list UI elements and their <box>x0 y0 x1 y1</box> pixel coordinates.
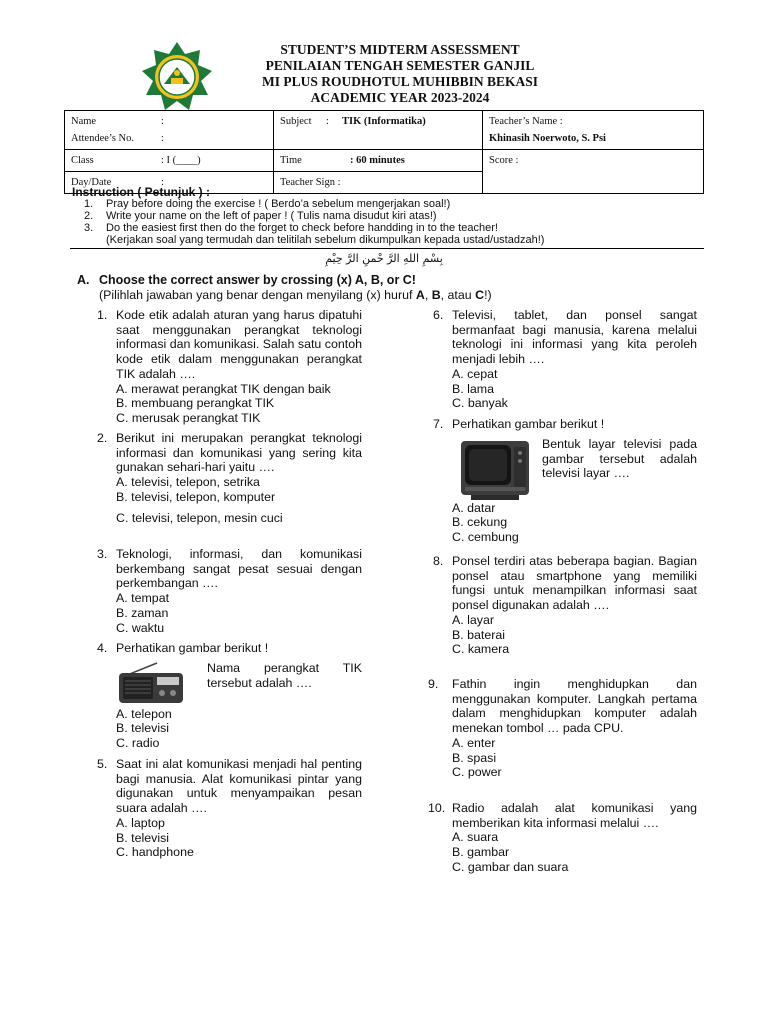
question-number: 8. <box>433 554 444 568</box>
question-number: 10. <box>428 801 446 815</box>
day-colon: : <box>161 177 164 188</box>
option-b[interactable]: B. televisi <box>116 721 170 736</box>
instruction-list <box>84 198 704 246</box>
option-b[interactable]: B. gambar <box>452 845 510 860</box>
option-b[interactable]: B. membuang perangkat TIK <box>116 396 275 411</box>
time-cell <box>274 150 483 172</box>
option-a[interactable]: A. suara <box>452 830 499 845</box>
sub-sep: , <box>424 288 432 302</box>
option-c[interactable]: C. banyak <box>452 396 508 411</box>
crt-television-icon <box>459 439 531 501</box>
name-colon: : <box>161 116 164 127</box>
question-side-text: Bentuk layar televisi pada gambar tersebut adalah televisi layar …. <box>542 437 697 481</box>
sub-c: C <box>475 288 485 302</box>
question-text: Radio adalah alat komunikasi yang memberikan kita informasi melalui …. <box>452 801 697 830</box>
time-label: Time <box>280 155 302 166</box>
option-a[interactable]: A. datar <box>452 500 496 515</box>
question-2 <box>97 431 362 525</box>
question-number: 5. <box>97 757 108 771</box>
question-10 <box>428 801 697 875</box>
sub-a: A <box>415 288 425 302</box>
question-text: Perhatikan gambar berikut ! <box>452 417 605 431</box>
option-b[interactable]: B. spasi <box>452 750 497 765</box>
teacher-label: Teacher’s Name : <box>489 116 563 127</box>
option-a[interactable]: A. telepon <box>116 706 172 721</box>
option-b[interactable]: B. lama <box>452 381 495 396</box>
sub-b: B <box>431 288 441 302</box>
section-subtitle <box>99 288 492 302</box>
section-title: Choose the correct answer by crossing (x) A, B, or C! <box>99 273 416 287</box>
question-6 <box>433 308 697 411</box>
score-label: Score : <box>489 155 519 166</box>
question-1 <box>97 308 362 426</box>
question-text: Perhatikan gambar berikut ! <box>116 641 269 655</box>
instruction-title: Instruction ( Petunjuk ) : <box>72 185 210 199</box>
option-c[interactable]: C. gambar dan suara <box>452 859 569 874</box>
question-number: 6. <box>433 308 444 322</box>
question-side-text: Nama perangkat TIK tersebut adalah …. <box>207 661 362 690</box>
question-text: Saat ini alat komunikasi menjadi hal penting bagi manusia. Alat komunikasi pintar yang digunakan untuk menyampaikan pesan suara adalah …. <box>116 757 362 816</box>
question-number: 1. <box>97 308 108 322</box>
divider <box>70 248 704 249</box>
question-text: Teknologi, informasi, dan komunikasi berkembang sangat pesat sesuai dengan perkembangan …. <box>116 547 362 591</box>
sub-sep: , atau <box>440 288 476 302</box>
option-c[interactable]: C. cembung <box>452 530 519 545</box>
day-label: Day/Date <box>71 177 112 188</box>
option-a[interactable]: A. merawat perangkat TIK dengan baik <box>116 381 331 396</box>
time-value: : 60 minutes <box>350 155 405 166</box>
teacher-cell <box>483 111 704 150</box>
option-b[interactable]: B. televisi <box>116 830 170 845</box>
question-number: 3. <box>97 547 108 561</box>
question-number: 9. <box>428 677 439 691</box>
attendee-label: Attendee’s No. <box>71 133 134 144</box>
sub-end: !) <box>484 288 492 302</box>
score-cell <box>483 150 704 194</box>
question-5 <box>97 757 362 860</box>
option-a[interactable]: A. laptop <box>116 815 165 830</box>
option-c[interactable]: C. handphone <box>116 845 194 860</box>
question-text: Fathin ingin menghidupkan dan menggunakan komputer. Langkah pertama dalam menghidupkan komputer adalah menekan tombol … pada CPU. <box>452 677 697 736</box>
question-4 <box>97 641 362 751</box>
section-letter: A. <box>77 273 90 287</box>
title-line-3: MI PLUS ROUDHOTUL MUHIBBIN BEKASI <box>261 74 539 89</box>
subject-colon: : <box>326 116 329 127</box>
option-a[interactable]: A. enter <box>452 735 496 750</box>
instr-subtext: (Kerjakan soal yang termudah dan telitilah sebelum dikumpulkan kepada ustad/ustadzah!) <box>106 234 545 246</box>
title-line-4: ACADEMIC YEAR 2023-2024 <box>310 90 490 105</box>
sign-label: Teacher Sign : <box>280 177 341 188</box>
instr-num: 2. <box>84 210 94 222</box>
option-b[interactable]: B. televisi, telepon, komputer <box>116 489 276 504</box>
option-a[interactable]: A. tempat <box>116 591 170 606</box>
question-number: 4. <box>97 641 108 655</box>
radio-icon <box>117 661 185 705</box>
question-text: Ponsel terdiri atas beberapa bagian. Bagian ponsel atau smartphone yang memiliki fungsi untuk menampilkan informasi saat ponsel digunakan adalah …. <box>452 554 697 613</box>
class-value: : I (____) <box>161 155 201 166</box>
attendee-colon: : <box>161 133 164 144</box>
option-c[interactable]: C. merusak perangkat TIK <box>116 410 261 425</box>
instr-text: Write your name on the left of paper ! ( Tulis nama disudut kiri atas!) <box>106 210 437 222</box>
subject-cell <box>274 111 483 150</box>
option-c[interactable]: C. televisi, telepon, mesin cuci <box>116 510 283 525</box>
option-c[interactable]: C. waktu <box>116 620 165 635</box>
subject-value: TIK (Informatika) <box>342 116 426 127</box>
name-label: Name <box>71 116 97 127</box>
basmalah: بِسْمِ اللهِ الرَّ حْمنِ الرَّ حِيْمِ <box>325 252 443 265</box>
name-cell <box>65 111 274 150</box>
teacher-value: Khinasih Noerwoto, S. Psi <box>489 133 606 144</box>
question-text: Kode etik adalah aturan yang harus dipatuhi saat menggunakan perangkat teknologi informasi dan komunikasi. Salah satu contoh kode etik dalam menggunakan perangkat TIK adalah …. <box>116 308 362 381</box>
instr-num: 3. <box>84 222 94 234</box>
option-b[interactable]: B. zaman <box>116 605 169 620</box>
question-3 <box>97 547 362 635</box>
class-cell <box>65 150 274 172</box>
question-text: Televisi, tablet, dan ponsel sangat bermanfaat bagi manusia, karena melalui teknologi ini informasi yang kita peroleh menjadi lebih …. <box>452 308 697 367</box>
title-line-1: STUDENT’S MIDTERM ASSESSMENT <box>280 42 520 57</box>
option-c[interactable]: C. power <box>452 765 502 780</box>
student-info-table <box>64 110 704 194</box>
option-c[interactable]: C. kamera <box>452 642 510 657</box>
sub-prefix: (Pilihlah jawaban yang benar dengan menyilang (x) huruf <box>99 288 416 302</box>
option-b[interactable]: B. baterai <box>452 627 506 642</box>
instr-num: 1. <box>84 198 94 210</box>
option-a[interactable]: A. cepat <box>452 366 498 381</box>
question-8 <box>433 554 697 657</box>
option-a[interactable]: A. layar <box>452 612 495 627</box>
sign-cell <box>274 172 483 194</box>
question-number: 7. <box>433 417 444 431</box>
subject-label: Subject <box>280 116 312 127</box>
question-7 <box>433 417 697 545</box>
question-text: Berikut ini merupakan perangkat teknologi informasi dan komunikasi yang sering kita gunakan sehari-hari yaitu …. <box>116 431 362 475</box>
class-label: Class <box>71 155 94 166</box>
option-c[interactable]: C. radio <box>116 736 160 751</box>
instr-text: Do the easiest first then do the forget to check before handding in to the teacher! <box>106 222 498 234</box>
option-b[interactable]: B. cekung <box>452 515 508 530</box>
question-number: 2. <box>97 431 108 445</box>
question-9 <box>428 677 697 780</box>
instr-text: Pray before doing the exercise ! ( Berdo’a sebelum mengerjakan soal!) <box>106 198 451 210</box>
option-a[interactable]: A. televisi, telepon, setrika <box>116 475 260 490</box>
title-line-2: PENILAIAN TENGAH SEMESTER GANJIL <box>265 58 535 73</box>
